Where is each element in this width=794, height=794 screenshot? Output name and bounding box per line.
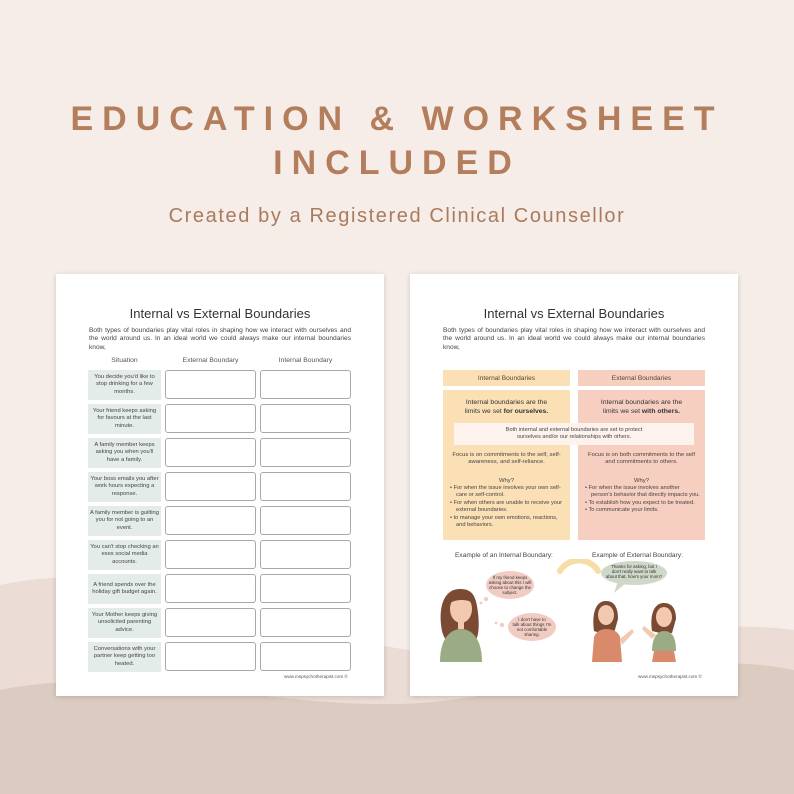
bubble-line: don't really want to talk xyxy=(611,569,657,574)
bubble-line: Thanks for asking, but I xyxy=(611,564,657,569)
situation-cell: Your boss emails you after work hours expecting a response. xyxy=(88,472,161,502)
situation-cell: Your Mother keeps giving unsolicited parenting advice. xyxy=(88,608,161,638)
external-boundary-field[interactable] xyxy=(165,642,256,671)
both-boundaries-note: Both internal and external boundaries are set to protect ourselves and/or our relationships with others. xyxy=(454,423,694,445)
example-external-label: Example of External Boundary: xyxy=(592,552,683,559)
external-why: Why? xyxy=(633,478,650,484)
thought-bubble xyxy=(495,613,556,641)
situation-cell: A friend spends over the holiday gift budget again. xyxy=(88,574,161,604)
internal-boundary-field[interactable] xyxy=(260,438,351,467)
internal-definition: Internal boundaries are the limits we set for ourselves. xyxy=(464,399,549,415)
external-boundary-field[interactable] xyxy=(165,540,256,569)
external-boundary-field[interactable] xyxy=(165,608,256,637)
situation-cell: Your friend keeps asking for favours at the last minute. xyxy=(88,404,161,434)
copyright-icon: © xyxy=(344,674,348,679)
list-item: • To establish how you expect to be treated. xyxy=(585,499,695,506)
list-item: • For when others are unable to receive your external boundaries. xyxy=(450,499,563,514)
internal-boundary-field[interactable] xyxy=(260,608,351,637)
external-boundary-field[interactable] xyxy=(165,472,256,501)
internal-boundary-field[interactable] xyxy=(260,506,351,535)
internal-boundary-field[interactable] xyxy=(260,370,351,399)
main-title-line-2: INCLUDED xyxy=(273,144,521,182)
main-title-line-1: EDUCATION & WORKSHEET xyxy=(70,100,724,138)
external-boundary-field[interactable] xyxy=(165,574,256,603)
external-boundary-field[interactable] xyxy=(165,506,256,535)
situation-cell: You decide you'd like to stop drinking for a few months. xyxy=(88,370,161,400)
external-boundary-field[interactable] xyxy=(165,404,256,433)
education-page xyxy=(410,274,738,696)
bubble-line: sharing. xyxy=(524,632,540,637)
worksheet-page xyxy=(56,274,384,696)
bubble-line: talk about things I'm xyxy=(512,622,552,627)
external-boundary-field[interactable] xyxy=(165,438,256,467)
list-item: • For when the issue involves another person's behavior that directly impacts you. xyxy=(585,485,700,499)
bubble-line: subject. xyxy=(502,590,518,595)
bubble-line: not comfortable xyxy=(516,627,548,632)
subtitle: Created by a Registered Clinical Counsellor xyxy=(168,205,626,227)
education-intro: Both types of boundaries play vital roles in shaping how we interact with ourselves and the world around us. In an ideal world we could always make our internal boundaries know, xyxy=(443,327,705,351)
external-boundaries-header: External Boundaries xyxy=(578,370,705,386)
list-item: • to manage your own emotions, reactions, and behaviors. xyxy=(450,514,558,529)
external-boundary-field[interactable] xyxy=(165,370,256,399)
example-internal-label: Example of an Internal Boundary: xyxy=(455,552,553,559)
column-header-situation: Situation xyxy=(111,357,138,364)
bubble-line: about that, how's your mom? xyxy=(605,574,663,579)
bubble-line: If my friend keeps xyxy=(492,575,528,580)
external-reasons-list xyxy=(583,485,701,515)
woman-illustration-internal xyxy=(440,589,482,662)
situation-cell: You can't stop checking an exes social media accounts. xyxy=(88,540,161,570)
internal-boundary-field[interactable] xyxy=(260,540,351,569)
boundary-examples-illustration xyxy=(410,559,738,669)
situation-cell: Conversations with your partner keep getting too heated. xyxy=(88,642,161,672)
thought-bubble xyxy=(480,571,534,604)
arc-decoration xyxy=(560,561,598,572)
situation-cell: A family member is guilting you for not going to an event. xyxy=(88,506,161,536)
situation-cell: A family member keeps asking you when you'll have a family. xyxy=(88,438,161,468)
education-footer-url: www.mspsychotherapist.com © xyxy=(638,674,702,679)
bubble-line: I don't have to xyxy=(518,617,546,622)
worksheet-title: Internal vs External Boundaries xyxy=(129,306,311,321)
worksheet-footer-url: www.mspsychotherapist.com © xyxy=(284,674,348,679)
internal-boundaries-header: Internal Boundaries xyxy=(443,370,570,386)
woman-illustration-external-1 xyxy=(592,601,634,662)
external-definition: Internal boundaries are the limits we set with others. xyxy=(600,399,683,415)
worksheet-intro: Both types of boundaries play vital roles in shaping how we interact with ourselves and the world around us. In an ideal world we could always make our internal boundaries know, xyxy=(89,327,351,351)
internal-why: Why? xyxy=(498,478,515,484)
external-focus: Focus is on both commitments to the self and commitments to others. xyxy=(587,452,696,466)
internal-boundary-field[interactable] xyxy=(260,404,351,433)
column-header-internal: Internal Boundary xyxy=(278,357,333,364)
internal-boundary-field[interactable] xyxy=(260,574,351,603)
internal-reasons-list xyxy=(448,485,566,529)
woman-illustration-external-2 xyxy=(642,603,676,662)
speech-bubble xyxy=(601,561,667,593)
internal-boundary-field[interactable] xyxy=(260,642,351,671)
list-item: • To communicate your limits. xyxy=(585,507,659,514)
education-title: Internal vs External Boundaries xyxy=(483,306,665,321)
bubble-line: choose to change the xyxy=(489,585,531,590)
column-header-external: External Boundary xyxy=(182,357,239,364)
bubble-line: asking about this I will xyxy=(488,580,532,585)
internal-boundary-field[interactable] xyxy=(260,472,351,501)
internal-focus: Focus is on commitments to the self, self-awareness, and self-reliance. xyxy=(452,452,561,466)
copyright-icon: © xyxy=(698,674,702,679)
list-item: • For when the issue involves your own self-care or self-control. xyxy=(450,485,561,499)
